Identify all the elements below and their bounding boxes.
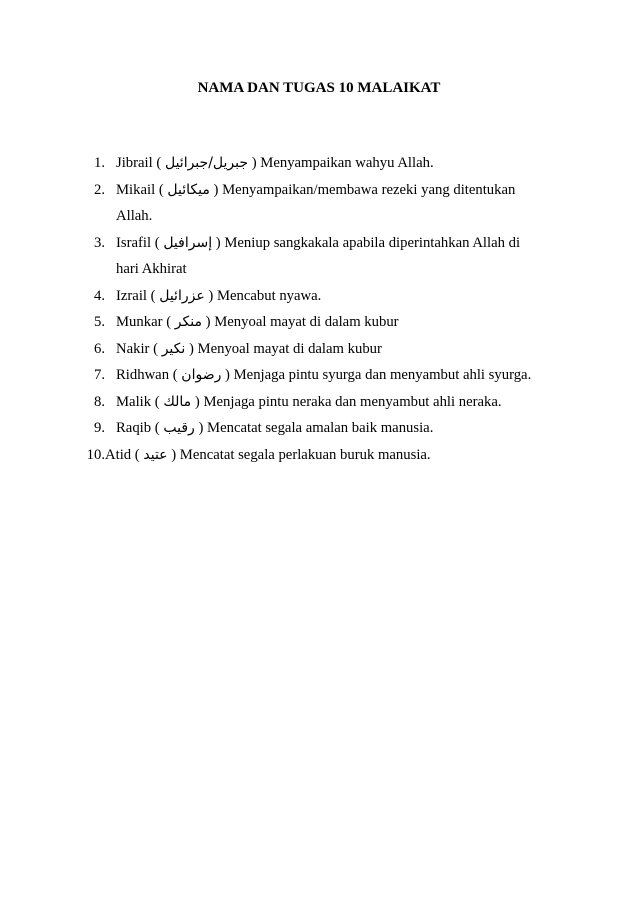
close-paren: ) (194, 393, 200, 410)
angel-task: Mencabut nyawa. (216, 287, 322, 304)
arabic-name: منكر (174, 314, 202, 330)
list-item-israfil (93, 230, 573, 283)
open-paren: ( (154, 234, 160, 251)
close-paren: ) (171, 446, 177, 463)
list-item-ridhwan (93, 362, 573, 389)
item-number: 5. (93, 314, 105, 330)
angel-task: Menjaga pintu syurga dan menyambut ahli syurga. (233, 367, 532, 383)
angel-name: Ridhwan (116, 367, 170, 383)
close-paren: ) (251, 155, 257, 171)
angel-name: Mikail (116, 181, 156, 198)
open-paren: ( (158, 181, 164, 198)
list-item-atid (86, 442, 573, 469)
angel-name: Israfil (116, 234, 152, 251)
angel-name: Izrail (116, 287, 147, 304)
open-paren: ( (156, 155, 162, 171)
list-item-munkar (93, 309, 573, 336)
open-paren: ( (150, 287, 156, 304)
open-paren: ( (154, 420, 160, 436)
angel-name: Raqib (116, 420, 152, 436)
arabic-name: رقيب (163, 420, 195, 436)
angel-name: Nakir (116, 340, 150, 357)
angel-task: Menyoal mayat di dalam kubur (214, 314, 399, 330)
angel-task: Menyampaikan wahyu Allah. (260, 155, 434, 171)
arabic-name: جبرائيل/جبريل (164, 155, 249, 171)
item-number: 6. (93, 340, 105, 357)
arabic-name: ميكائيل (167, 181, 210, 198)
angel-name: Jibrail (116, 155, 153, 171)
open-paren: ( (154, 393, 160, 410)
angel-task: Menyampaikan/membawa rezeki yang ditentukan Allah. (116, 181, 516, 224)
list-item-raqib (93, 415, 573, 442)
close-paren: ) (205, 314, 211, 330)
angel-task: Menyoal mayat di dalam kubur (197, 340, 382, 357)
close-paren: ) (198, 420, 204, 436)
open-paren: ( (134, 446, 140, 463)
list-item-izrail (93, 283, 573, 310)
close-paren: ) (213, 181, 219, 198)
list-item-mikail (93, 177, 573, 230)
open-paren: ( (166, 314, 172, 330)
item-number: 1. (93, 155, 105, 171)
angel-name: Munkar (116, 314, 163, 330)
arabic-name: رضوان (181, 367, 222, 383)
angel-task: Menjaga pintu neraka dan menyambut ahli neraka. (203, 393, 502, 410)
open-paren: ( (153, 340, 159, 357)
item-number: 4. (93, 287, 105, 304)
list-item-nakir (93, 336, 573, 363)
list-item-jibrail (93, 150, 573, 177)
item-number: 8. (93, 393, 105, 410)
item-number: 9. (93, 420, 105, 436)
angel-name: Malik (116, 393, 152, 410)
angel-task: Mencatat segala amalan baik manusia. (207, 420, 434, 436)
arabic-name: عزرائيل (159, 287, 205, 304)
close-paren: ) (225, 367, 230, 383)
item-number: 10. (86, 446, 105, 463)
item-number: 2. (93, 181, 105, 198)
angel-task: Mencatat segala perlakuan buruk manusia. (179, 446, 431, 463)
item-number: 7. (93, 367, 105, 383)
item-number: 3. (93, 234, 105, 251)
close-paren: ) (188, 340, 194, 357)
arabic-name: عتيد (143, 446, 168, 463)
document-title: NAMA DAN TUGAS 10 MALAIKAT (197, 80, 441, 96)
arabic-name: مالك (163, 393, 192, 410)
list-item-malik (93, 389, 573, 416)
angel-name: Atid (105, 446, 132, 463)
open-paren: ( (172, 367, 178, 383)
angel-list (86, 150, 573, 468)
arabic-name: إسرافيل (163, 234, 213, 251)
close-paren: ) (208, 287, 214, 304)
angel-task: Meniup sangkakala apabila diperintahkan Allah di hari Akhirat (116, 234, 521, 277)
close-paren: ) (215, 234, 221, 251)
arabic-name: نكير (161, 340, 186, 357)
